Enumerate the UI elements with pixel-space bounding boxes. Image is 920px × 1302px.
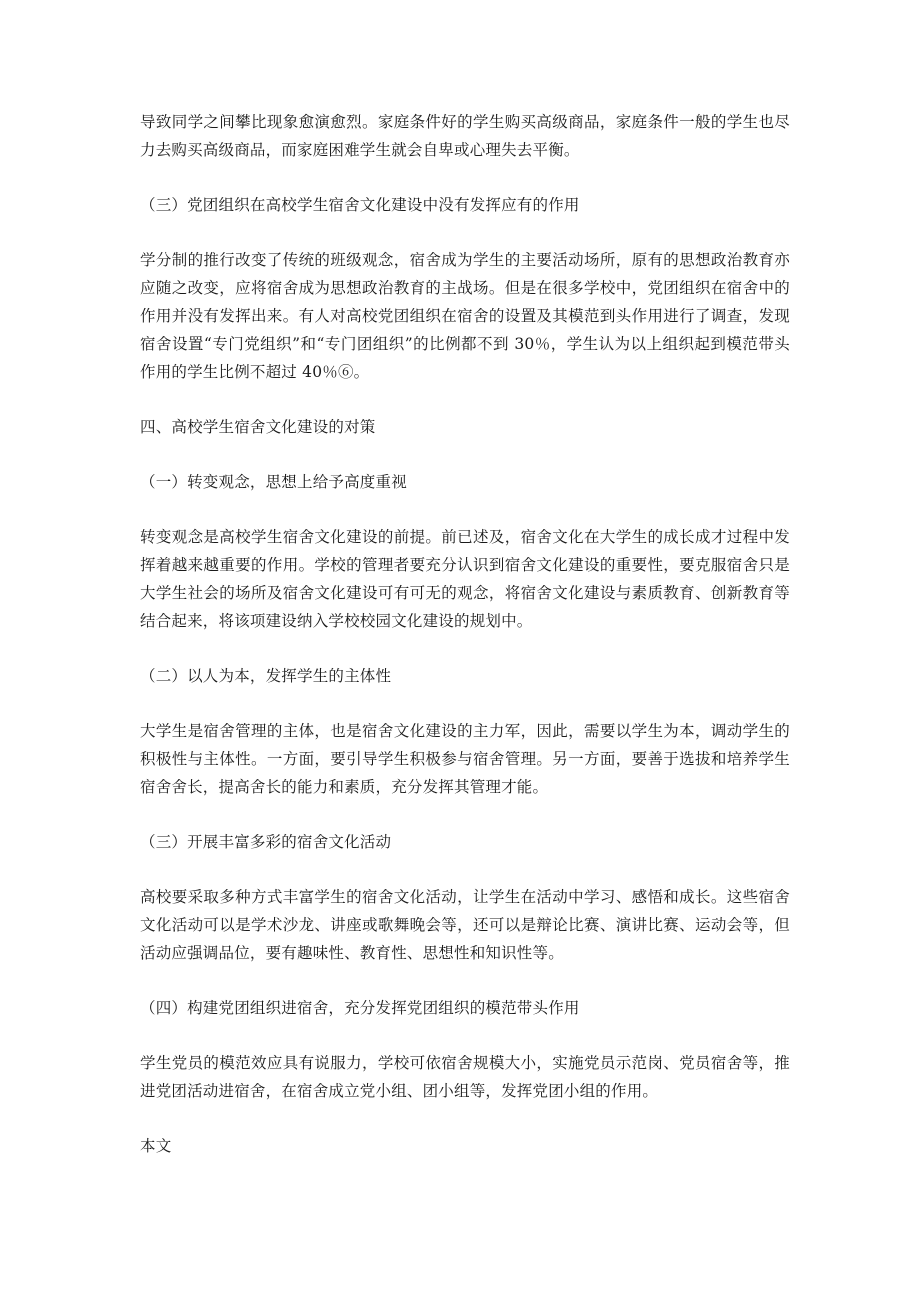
document-body — [140, 108, 790, 1160]
paragraph-activities: 高校要采取多种方式丰富学生的宿舍文化活动，让学生在活动中学习、感悟和成长。这些宿舍文化活动可以是学术沙龙、讲座或歌舞晚会等，还可以是辩论比赛、演讲比赛、运动会等，但活动应强调品位，要有趣味性、教育性、思想性和知识性等。 — [140, 888, 790, 962]
subheading-party-role: （三）党团组织在高校学生宿舍文化建设中没有发挥应有的作用 — [140, 196, 580, 214]
paragraph-people-oriented: 大学生是宿舍管理的主体，也是宿舍文化建设的主力军，因此，需要以学生为本，调动学生的积极性与主体性。一方面，要引导学生积极参与宿舍管理。另一方面，要善于选拔和培养学生宿舍舍长，提高舍长的能力和素质，充分发挥其管理才能。 — [140, 722, 790, 796]
subheading-change-concept: （一）转变观念，思想上给予高度重视 — [140, 473, 407, 491]
paragraph-comparison: 导致同学之间攀比现象愈演愈烈。家庭条件好的学生购买高级商品，家庭条件一般的学生也尽力去购买高级商品，而家庭困难学生就会自卑或心理失去平衡。 — [140, 113, 790, 159]
footer-text: 本文 — [140, 1137, 172, 1155]
section-heading-countermeasures: 四、高校学生宿舍文化建设的对策 — [140, 418, 376, 436]
paragraph-change-concept: 转变观念是高校学生宿舍文化建设的前提。前已述及，宿舍文化在大学生的成长成才过程中发挥着越来越重要的作用。学校的管理者要充分认识到宿舍文化建设的重要性，要克服宿舍只是大学生社会的场所及宿舍文化建设可有可无的观念，将宿舍文化建设与素质教育、创新教育等结合起来，将该项建设纳入学校校园文化建设的规划中。 — [140, 528, 790, 630]
subheading-party-organization: （四）构建党团组织进宿舍，充分发挥党团组织的模范带头作用 — [140, 999, 580, 1017]
subheading-activities: （三）开展丰富多彩的宿舍文化活动 — [140, 833, 392, 851]
paragraph-credit-system: 学分制的推行改变了传统的班级观念，宿舍成为学生的主要活动场所，原有的思想政治教育亦应随之改变，应将宿舍成为思想政治教育的主战场。但是在很多学校中，党团组织在宿舍中的作用并没有发挥出来。有人对高校党团组织在宿舍的设置及其模范到头作用进行了调查，发现宿舍设置“专门党组织”和“专门团组织”的比例都不到 30％，学生认为以上组织起到模范带头作用的学生比例不超过 40％⑥。 — [140, 251, 790, 381]
paragraph-party-organization: 学生党员的模范效应具有说服力，学校可依宿舍规模大小，实施党员示范岗、党员宿舍等，推进党团活动进宿舍，在宿舍成立党小组、团小组等，发挥党团小组的作用。 — [140, 1054, 790, 1100]
subheading-people-oriented: （二）以人为本，发挥学生的主体性 — [140, 667, 392, 685]
